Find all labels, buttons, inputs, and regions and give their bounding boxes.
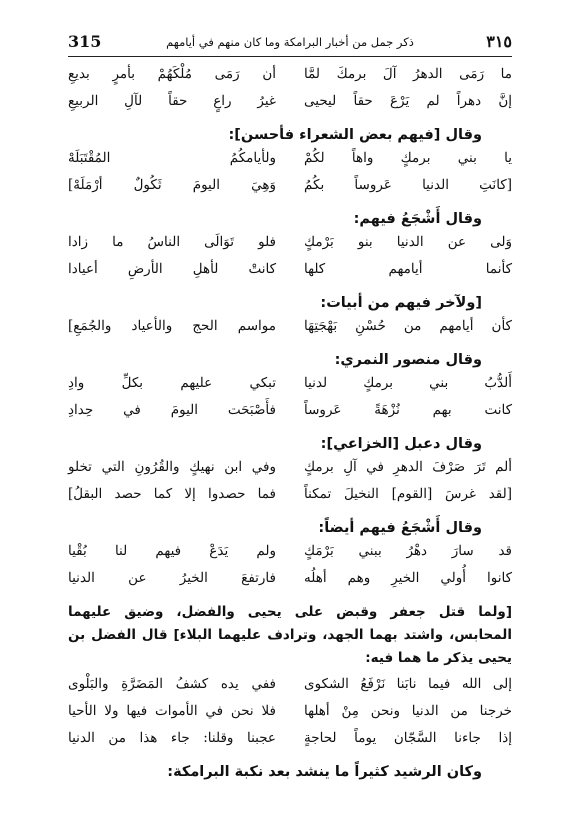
verse-line (68, 570, 512, 597)
verse-first-hemistich: ما رَمَى الدهرُ آلَ برمكَ لمَّا (304, 66, 512, 82)
verse-line (68, 150, 512, 177)
verse-first-hemistich: وَلى عن الدنيا بنو بَرْمكٍ (304, 234, 512, 250)
page-number-latin: 315 (68, 32, 102, 51)
verse-line (68, 318, 512, 345)
verse-second-hemistich: ولأيامكُمُ المُقْتَبَلَهْ (68, 150, 276, 166)
verse-first-hemistich: قد سارَ دهْرُ ببني بَرْمَكٍ (304, 543, 512, 559)
verse-second-hemistich: فلو تَوَالَى الناسُ ما زادا (68, 234, 276, 250)
verse-first-hemistich: [لقد غرسَ [القوم] النخيلَ تمكناً (304, 486, 512, 502)
section-heading: وقال [فيهم بعض الشعراء فأحسن]: (228, 127, 482, 143)
verse-line (68, 730, 512, 757)
page-body (68, 66, 512, 787)
running-title: ذكر جمل من أخبار البرامكة وما كان منهم في أيامهم (166, 35, 414, 49)
section-heading: [ولآخر فيهم من أبيات: (320, 295, 482, 311)
verse-second-hemistich: فأَصْبَحَت اليومَ في حِدادِ (68, 402, 276, 418)
verse-first-hemistich: يا بني برمكٍ واهاً لكُمْ (304, 150, 512, 166)
verse-first-hemistich: خرجنا من الدنيا ونحن مِنْ أهلها (304, 703, 512, 719)
verse-first-hemistich: ألم تَرَ صَرْفَ الدهرِ في آلِ برمكٍ (304, 459, 512, 475)
verse-line (68, 93, 512, 120)
verse-line (68, 261, 512, 288)
verse-second-hemistich: فلا نحن في الأموات فيها ولا الأحيا (68, 703, 276, 719)
verse-line (68, 402, 512, 429)
section-heading: وقال دعبل [الخزاعي]: (320, 436, 482, 452)
verse-line (68, 375, 512, 402)
verse-first-hemistich: [كانَتِ الدنيا عَروساً بكُمُ (304, 177, 512, 193)
verse-second-hemistich: أن رَمَى مُلْكَهُمْ بأمرٍ بديعِ (68, 66, 276, 82)
verse-second-hemistich: كانتْ لأهلِ الأرضِ أعيادا (68, 261, 276, 277)
verse-first-hemistich: كأن أيامهم من حُسْنِ بَهْجَتِهَا (304, 318, 512, 334)
section-heading: وقال أَشْجَعُ فيهم أيضاً: (318, 520, 482, 536)
verse-first-hemistich: أَلدُّبُ بني برمكٍ لدنيا (304, 375, 512, 391)
verse-line (68, 543, 512, 570)
section-heading: وقال منصور النمري: (334, 352, 482, 368)
prose-paragraph: [ولما قتل جعفر وقبض على يحيى والفضل، وضيق عليهما المحابس، واشتد بهما الجهد، وترادف عليهما البلاء] قال الفضل بن يحيى يذكر ما هما فيه: (68, 604, 512, 666)
page-number-arabic: ٣١٥ (486, 32, 512, 51)
verse-second-hemistich: ولم يَدَعْ فيهم لنا بُقْيا (68, 543, 276, 559)
verse-second-hemistich: غيرُ راعٍ حقاً لآلِ الربيعِ (68, 93, 276, 109)
page-header (68, 32, 512, 57)
verse-line (68, 177, 512, 204)
verse-line (68, 676, 512, 703)
verse-second-hemistich: وَهِيَ اليومَ ثَكُولٌ أرْمَلَهْ] (68, 177, 276, 193)
verse-second-hemistich: ففي يده كشفُ المَضَرَّةِ والبَلْوى (68, 676, 276, 692)
verse-second-hemistich: فما حصدوا إلا كما حصد البقلُ] (68, 486, 276, 502)
verse-first-hemistich: إذا جاءنا السَّجّان يوماً لحاجةٍ (304, 730, 512, 746)
verse-first-hemistich: إلى الله فيما نابَنا نَرْفَعُ الشكوى (304, 676, 512, 692)
verse-line (68, 459, 512, 486)
verse-first-hemistich: كانت بهم نُزْهَةً عَروساً (304, 402, 512, 418)
verse-line (68, 486, 512, 513)
verse-first-hemistich: كأنما أيامهم كلها (304, 261, 512, 277)
verse-first-hemistich: كانوا أُولي الخيرِ وهم أهلُه (304, 570, 512, 586)
verse-line (68, 234, 512, 261)
verse-line (68, 66, 512, 93)
verse-second-hemistich: مواسم الحج والأعياد والجُمَعِ] (68, 318, 276, 334)
section-heading: وقال أَشْجَعُ فيهم: (353, 211, 482, 227)
verse-line (68, 703, 512, 730)
verse-second-hemistich: تبكي عليهم بكلِّ وادِ (68, 375, 276, 391)
verse-second-hemistich: فارتفعَ الخيرُ عن الدنيا (68, 570, 276, 586)
verse-second-hemistich: عجبنا وقلنا: جاء هذا من الدنيا (68, 730, 276, 746)
section-heading: وكان الرشيد كثيراً ما ينشد بعد نكبة البرامكة: (167, 764, 482, 780)
verse-first-hemistich: إنَّ دهراً لم يَرْعَ حقاً ليحيى (304, 93, 512, 109)
verse-second-hemistich: وفي ابن نهيكٍ والقُرُونِ التي تخلو (68, 459, 276, 475)
